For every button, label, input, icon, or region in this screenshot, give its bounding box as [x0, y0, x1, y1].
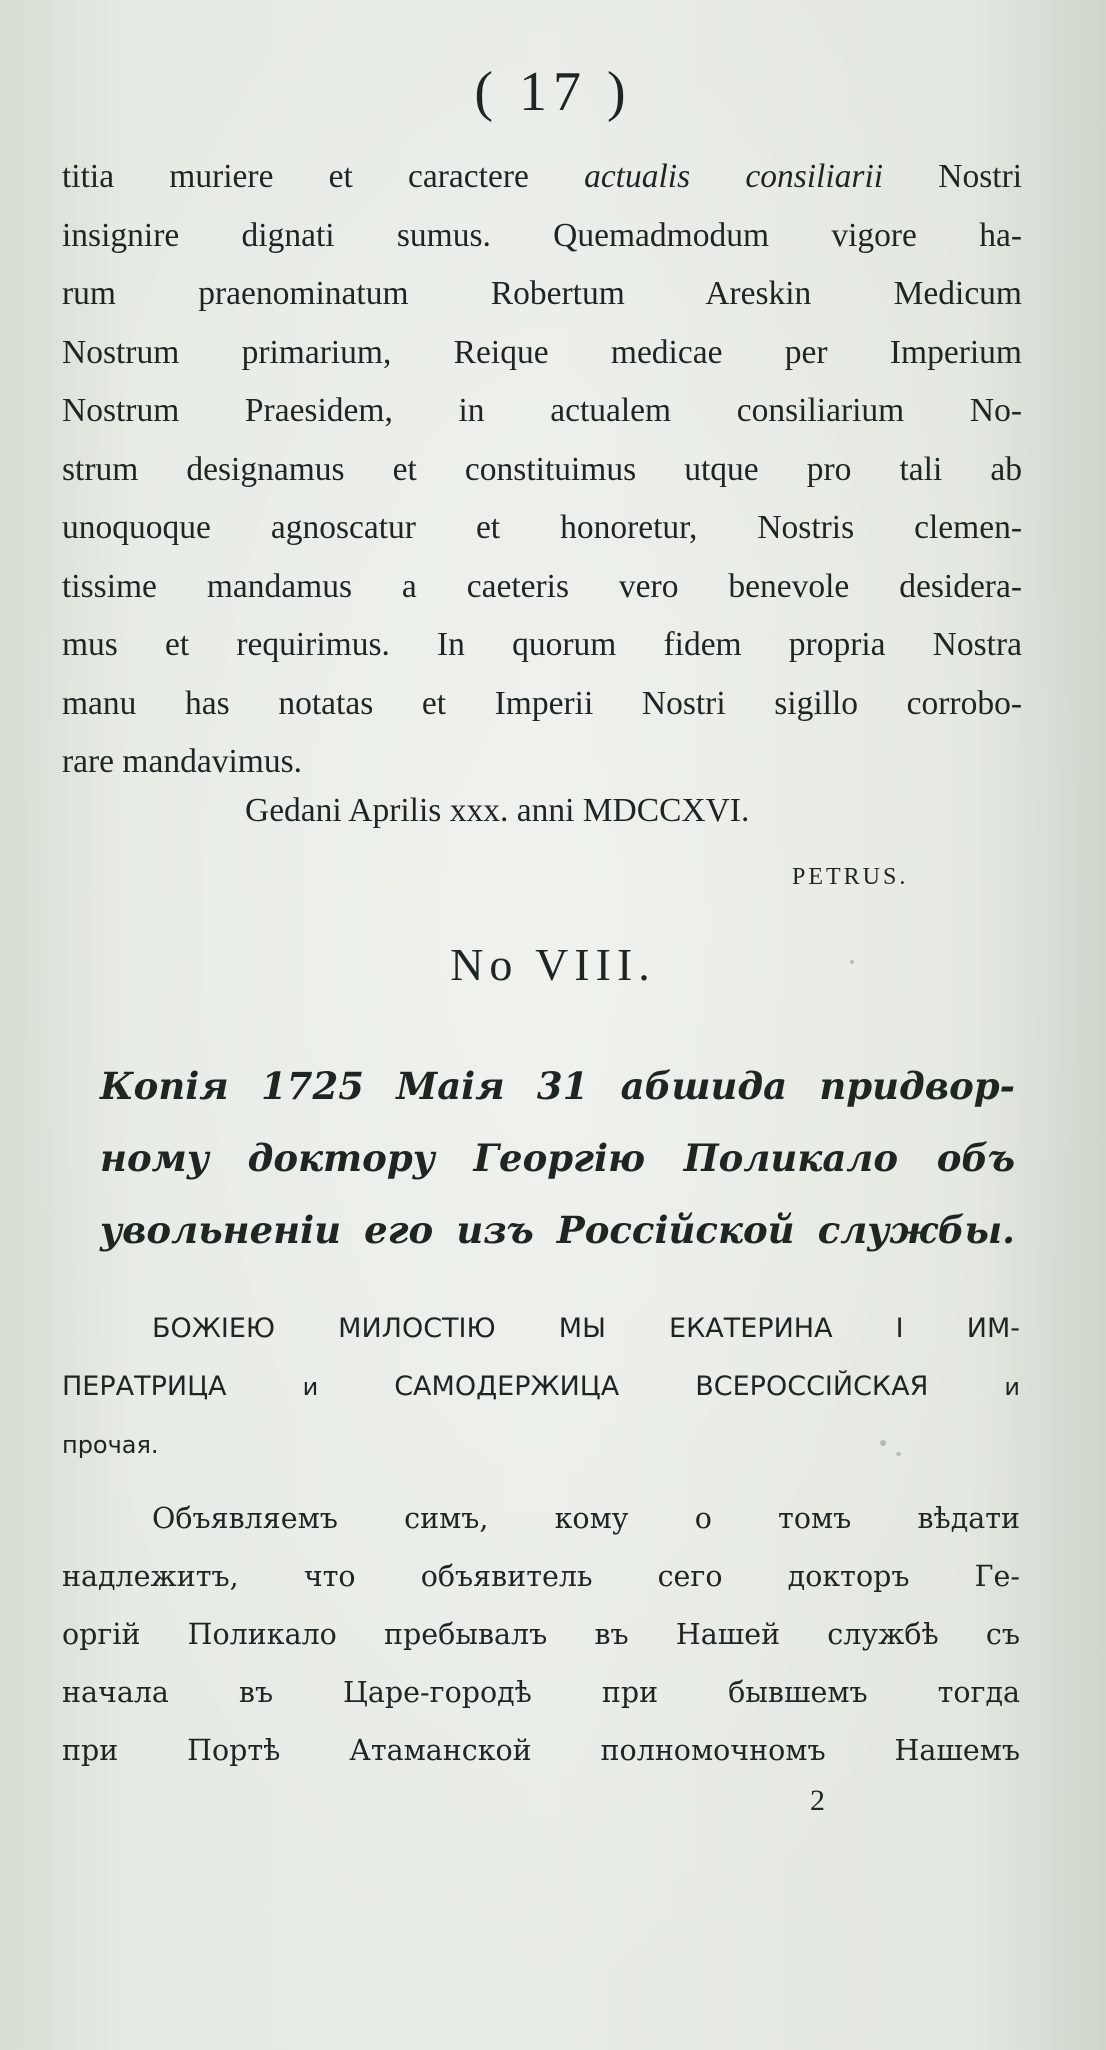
dateline: Gedani Aprilis xxx. anni MDCCXVI. — [245, 792, 750, 829]
text-line: tissime mandamus a caeteris vero benevole desidera- — [62, 567, 1022, 605]
text-line: mus et requirimus. In quorum fidem propria Nostra — [62, 626, 1022, 663]
russian-text-block — [62, 1490, 1020, 1780]
text-line: manu has notatas et Imperii Nostri sigillo corrobo- — [62, 684, 1022, 722]
text-line: Объявляемъ симъ, кому о томъ вѣдати — [152, 1502, 1020, 1535]
signature: PETRUS. — [792, 864, 909, 890]
document-number: No VIII. — [450, 939, 656, 990]
text-line: Nostrum Praesidem, in actualem consiliarium No- — [62, 392, 1022, 429]
text-line: strum designamus et constituimus utque pro tali ab — [62, 450, 1022, 488]
heading-line: Копія 1725 Маія 31 абшида придвор- — [100, 1064, 1015, 1108]
text-line: Nostrum primarium, Reique medicae per Imperium — [62, 333, 1022, 371]
signature-mark: 2 — [810, 1784, 825, 1817]
heading-line: ному доктору Георгію Поликало объ — [100, 1136, 1015, 1180]
text-line: надлежитъ, что объявитель сего докторъ Ге- — [62, 1560, 1020, 1593]
text-line: при Портѣ Атаманской полномочномъ Нашемъ — [62, 1734, 1020, 1767]
text-line: titia muriere et caractere actualis consiliarii Nostri — [62, 158, 1023, 195]
text-line: оргій Поликало пребывалъ въ Нашей службѣ съ — [62, 1618, 1020, 1651]
heading-line: увольненіи его изъ Россійской службы. — [100, 1208, 1015, 1252]
title-caps-block — [62, 1300, 1020, 1474]
caps-line: БОЖІЕЮ МИЛОСТІЮ МЫ ЕКАТЕРИНА I ИМ- — [152, 1313, 1020, 1344]
page-number: ( 17 ) — [474, 61, 632, 123]
text-line: unoquoque agnoscatur et honoretur, Nostris clemen- — [62, 509, 1022, 546]
caps-line: ПЕРАТРИЦА и САМОДЕРЖИЦА ВСЕРОССІЙСКАЯ и — [62, 1371, 1020, 1402]
text-line: rum praenominatum Robertum Areskin Medicum — [62, 275, 1022, 312]
text-line: rare mandavimus. — [62, 743, 302, 780]
text-line: insignire dignati sumus. Quemadmodum vigore ha- — [62, 216, 1022, 254]
caps-line: прочая. — [62, 1431, 159, 1459]
latin-text-block — [62, 148, 1022, 792]
document-heading — [100, 1050, 1015, 1266]
text-line: начала въ Царе-городѣ при бывшемъ тогда — [62, 1676, 1020, 1709]
